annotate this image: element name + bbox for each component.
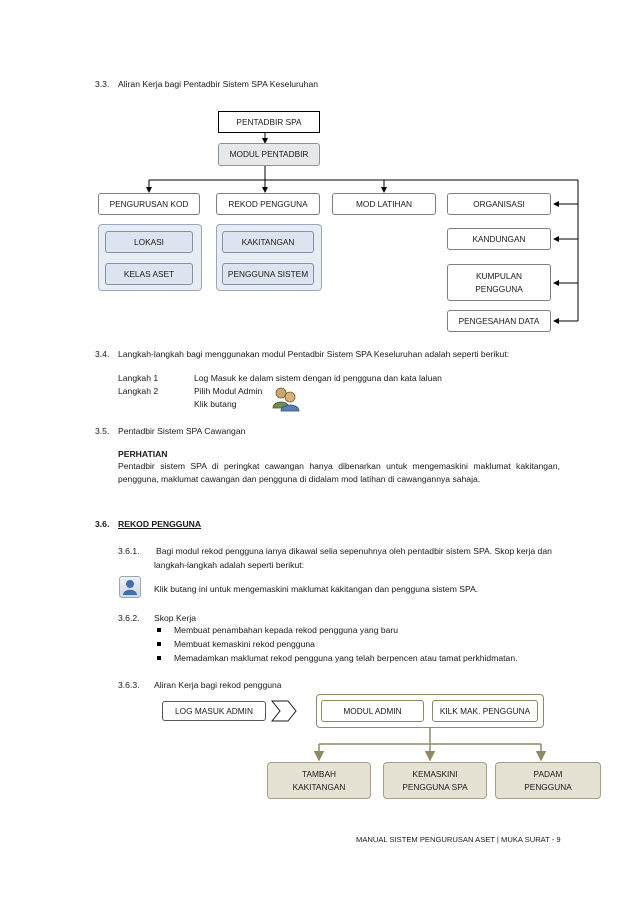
section-3-6-title: REKOD PENGGUNA: [118, 519, 202, 529]
section-3-6-3-number: 3.6.3.: [118, 680, 140, 690]
section-3-6-1-number: 3.6.1.: [118, 546, 140, 556]
pengesahan-data-box: PENGESAHAN DATA: [447, 310, 551, 332]
pengguna-sistem-box: PENGGUNA SISTEM: [222, 263, 314, 285]
section-3-5-number: 3.5.: [95, 426, 110, 436]
lokasi-box: LOKASI: [105, 231, 193, 253]
page-footer: MANUAL SISTEM PENGURUSAN ASET | MUKA SURAT - 9: [356, 835, 561, 844]
mod-latihan-box: MOD LATIHAN: [332, 193, 436, 215]
scope-item: Memadamkan maklumat rekod pengguna yang telah berpencen atau tamat perkhidmatan.: [174, 653, 518, 663]
section-3-3-number: 3.3.: [95, 79, 110, 89]
section-3-4-title: Langkah-langkah bagi menggunakan modul Pentadbir Sistem SPA Keseluruhan adalah seperti berikut:: [118, 349, 510, 359]
section-3-5-title: Pentadbir Sistem SPA Cawangan: [118, 426, 246, 436]
section-3-6-1-line-1: Bagi modul rekod pengguna ianya dikawal selia sepenuhnya oleh pentadbir sistem SPA. Skop kerja dan: [156, 546, 552, 556]
note-line-2: pengguna, maklumat cawangan dan pengguna di didalam mod latihan di cawangannya sahaja.: [118, 474, 481, 484]
step-2-label: Langkah 2: [118, 386, 159, 396]
kumpulan-pengguna-box: KUMPULAN PENGGUNA: [447, 264, 551, 301]
section-3-6-number: 3.6.: [95, 519, 110, 529]
kemaskini-pengguna-spa-box: KEMASKINI PENGGUNA SPA: [383, 762, 487, 799]
step-1-text: Log Masuk ke dalam sistem dengan id pengguna dan kata laluan: [194, 373, 442, 383]
pengurusan-kod-box: PENGURUSAN KOD: [98, 193, 200, 215]
padam-pengguna-box: PADAM PENGGUNA: [495, 762, 601, 799]
scope-item: Membuat penambahan kepada rekod pengguna yang baru: [174, 625, 399, 635]
section-3-4-number: 3.4.: [95, 349, 110, 359]
log-masuk-admin-box: LOG MASUK ADMIN: [162, 701, 266, 721]
modul-admin-box: MODUL ADMIN: [321, 700, 424, 722]
pentadbir-spa-box: PENTADBIR SPA: [218, 111, 320, 133]
section-3-3-title: Aliran Kerja bagi Pentadbir Sistem SPA Keseluruhan: [118, 79, 318, 89]
organisasi-box: ORGANISASI: [447, 193, 551, 215]
note-heading: PERHATIAN: [118, 449, 168, 459]
kilk-mak-pengguna-box: KILK MAK. PENGGUNA: [432, 700, 538, 722]
note-line-1: Pentadbir sistem SPA di peringkat cawangan hanya dibenarkan untuk mengemaskini maklumat kakitangan,: [118, 461, 560, 471]
rekod-pengguna-box: REKOD PENGGUNA: [216, 193, 320, 215]
modul-pentadbir-box: MODUL PENTADBIR: [218, 143, 320, 166]
kakitangan-box: KAKITANGAN: [222, 231, 314, 253]
scope-item: Membuat kemaskini rekod pengguna: [174, 639, 315, 649]
section-3-6-3-title: Aliran Kerja bagi rekod pengguna: [154, 680, 282, 690]
section-3-6-2-title: Skop Kerja: [154, 613, 197, 623]
tambah-kakitangan-box: TAMBAH KAKITANGAN: [267, 762, 371, 799]
section-3-6-2-number: 3.6.2.: [118, 613, 140, 623]
user-button-text: Klik butang ini untuk mengemaskini maklumat kakitangan dan pengguna sistem SPA.: [154, 584, 479, 594]
section-3-6-1-line-2: langkah-langkah adalah seperti berikut:: [154, 560, 305, 570]
kandungan-box: KANDUNGAN: [447, 228, 551, 250]
step-2-text-2: Klik butang: [194, 399, 237, 409]
step-2-text: Pilih Modul Admin: [194, 386, 263, 396]
step-1-label: Langkah 1: [118, 373, 159, 383]
kelas-aset-box: KELAS ASET: [105, 263, 193, 285]
